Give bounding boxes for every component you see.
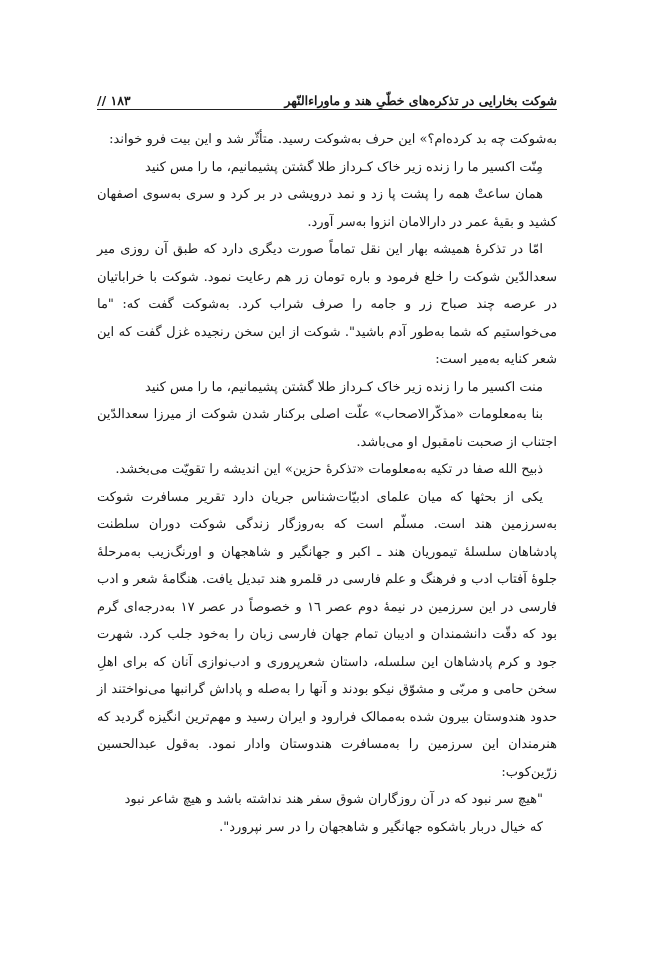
header-divider (97, 109, 557, 110)
block-quote: "هیچ سر نبود که در آن روزگاران شوق سفر هند نداشته باشد و هیچ شاعر نبود که خیال دربار باشکوه جهانگیر و شاهجهان را در سر نپرورد". (124, 792, 543, 835)
paragraph: ذبیح الله صفا در تکیه به‌معلومات «تذکرۀ حزین» این اندیشه را تقویّت می‌بخشد. (115, 462, 543, 477)
running-header-title: شوکت بخارایی در تذکره‌های خطّیِ هند و ماوراءالنّهر (284, 93, 557, 108)
page-number: // ۱۸۳ (97, 93, 131, 108)
paragraph: امّا در تذکرۀ همیشه بهار این نقل تماماً صورت دیگری دارد که طبق آن روزی میر سعدالدّین شوکت را خلع فرمود و باره تومان زر هم رعایت نمود. شوکت با خراباتیان در عرصه چند صباح زر و جامه را صرف شراب کرد. به‌شوکت گفت که: "ما می‌خواستیم که شما به‌طور آدم باشید". شوکت از این سخن رنجیده غزل گفت که این شعر کنایه به‌میر است: (97, 242, 557, 367)
body-text (97, 126, 557, 841)
verse-hemistich-second: از طلا گشتن پشیمانیم، ما را مس کنید (145, 379, 350, 395)
verse-hemistich-first: مِنّت اکسیر ما را زنده زیر خاک کـرد (349, 159, 543, 175)
running-header (97, 84, 557, 108)
paragraph: یکی از بحثها که میان علمای ادبیّات‌شناس جریان دارد تقریر مسافرت شوکت به‌سرزمین هند است. مسلّم است که به‌روزگار زندگی شوکت دوران سلطنت پادشاهان سلسلۀ تیموریان هند ـ اکبر و جهانگیر و شاهجهان و اورنگ‌زیب به‌مرحلۀ جلوۀ آفتاب ادب و فرهنگ و علم فارسی در قلمرو هند تبدیل یافت. هنگامۀ شعر و ادب فارسی در این سرزمین در نیمۀ دوم عصر ١٦ و خصوصاً در عصر ١٧ به‌درجه‌ای گرم بود که دقّت دانشمندان و ادیبان تمام جهان فارسی زبان را به‌خود جلب کرد. شهرت جود و کرم پادشاهان این سلسله، داستان شعرپروری و ادب‌نوازی آنان که برای اهلِ سخن حامی و مربّی و مشوّق نیکو بودند و آنها را به‌صله و پاداش گرانبها می‌نواختند از حدود هندوستان بیرون شده به‌ممالک فرارود و ایران رسید و مهم‌ترین انگیزه گردید که هنرمندان این سرزمین را به‌مسافرت هندوستان وادار نمود. به‌قول عبدالحسین زرّین‌کوب: (97, 489, 558, 780)
verse-hemistich-second: از طلا گشتن پشیمانیم، ما را مس کنید (145, 159, 350, 175)
paragraph: همان ساعتْ همه را پشت پا زد و نمد درویشی در بر کرد و سری به‌سوی اصفهان کشید و بقیۀ عمر در دارالامان انزوا به‌سر آورد. (97, 187, 557, 230)
verse-couplet (97, 154, 557, 182)
verse-couplet (97, 374, 557, 402)
paragraph: به‌شوکت چه بد کرده‌ام؟» این حرف به‌شوکت رسید. متأثّر شد و این بیت فرو خواند: (109, 132, 557, 147)
paragraph: بنا به‌معلومات «مذکّرالاصحاب» علّت اصلی برکنار شدن شوکت از میرزا سعدالدّین اجتناب از صحبت نامقبول او می‌باشد. (97, 407, 557, 450)
verse-hemistich-first: منت اکسیر ما را زنده زیر خاک کـرد (349, 379, 543, 395)
